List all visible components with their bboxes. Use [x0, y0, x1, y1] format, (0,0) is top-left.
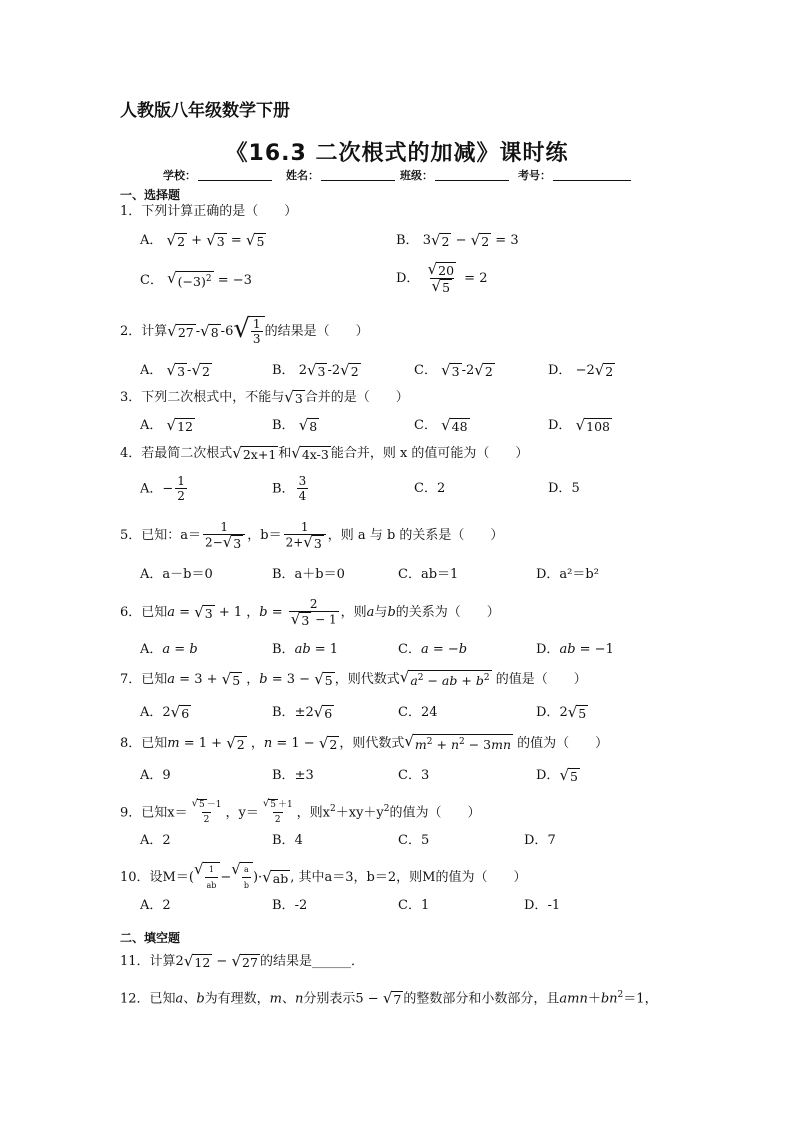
q3-option-a[interactable]: A． √ 12 — [140, 415, 193, 434]
info-field-class — [400, 167, 509, 183]
q6-option-c[interactable]: C．a = −b — [398, 642, 468, 657]
option-letter: B． — [396, 233, 419, 248]
q2-option-b[interactable]: B． 2 √ 3 -2 √ 2 — [272, 360, 359, 379]
q1-option-c[interactable]: C． √ $(-3)^2$ = −3 — [140, 269, 252, 290]
q5-option-c[interactable]: C．ab＝1 — [398, 567, 459, 582]
q7-option-a[interactable]: A．2 √ 6 — [140, 702, 190, 721]
q2-option-c[interactable]: C． √ 3 -2 √ 2 — [414, 360, 493, 379]
q5-option-a[interactable]: A．a－b＝0 — [140, 567, 213, 582]
info-field-school — [163, 167, 272, 183]
q2-option-a[interactable]: A． √ 3 - √ 2 — [140, 360, 210, 379]
q4-option-c[interactable]: C．2 — [414, 481, 446, 496]
q8-option-d[interactable]: D． √ 5 — [536, 765, 578, 784]
question-8-stem: 8．已知m = 1 + √ 2 ，n = 1 − √ 2 ，则代数式 √ $m^2 + n^2 - 3mn$ 的值为（ ） — [120, 732, 609, 753]
q9-option-d[interactable]: D．7 — [524, 833, 556, 848]
q6-option-b[interactable]: B．ab = 1 — [272, 642, 339, 657]
q7-option-c[interactable]: C．24 — [398, 705, 438, 720]
page-title: 《16.3 二次根式的加减》课时练 — [225, 141, 569, 166]
school-blank[interactable] — [198, 179, 272, 181]
question-11-stem: 11．计算2 √ 12 − √ 27 的结果是______． — [120, 951, 364, 970]
q9-option-a[interactable]: A．2 — [140, 833, 171, 848]
exam-no-blank[interactable] — [553, 179, 631, 181]
q5-option-b[interactable]: B．a＋b＝0 — [272, 567, 345, 582]
q10-option-a[interactable]: A．2 — [140, 898, 171, 913]
question-1-stem: 1．下列计算正确的是（ ） — [120, 204, 298, 219]
q6-option-d[interactable]: D．ab = −1 — [536, 642, 614, 657]
question-9-stem: 9．已知x＝ √ 5 －1 2 ，y＝ √ 5 ＋1 2 ，则$x^2+xy+y^2$的值为（ ） — [120, 798, 481, 828]
q10-option-d[interactable]: D．-1 — [524, 898, 561, 913]
info-label: 班级： — [400, 169, 433, 182]
q3-option-b[interactable]: B． √ 8 — [272, 415, 318, 434]
info-label: 姓名： — [286, 169, 319, 182]
question-3-stem: 3．下列二次根式中，不能与 √ 3 合并的是（ ） — [120, 387, 409, 406]
question-2-stem: 2．计算 √ 27 - √ 8 -6 √ $\frac{1}{3}$ 的结果是（ ） — [120, 314, 369, 346]
info-field-exam-no — [518, 167, 631, 183]
section-heading-fill: 二、填空题 — [120, 931, 181, 945]
q10-option-c[interactable]: C．1 — [398, 898, 430, 913]
question-4-stem: 4．若最简二次根式 √ 2x+1 和 √ 4x-3 能合并，则 x 的值可能为（ ） — [120, 443, 529, 462]
question-6-stem: 6．已知a = √ 3 + 1 ，b = 2 √ 3 − 1 ，则a与b的关系为（ ） — [120, 597, 500, 628]
series-title: 人教版八年级数学下册 — [120, 101, 290, 121]
q1-option-a[interactable]: A． √ 2 + √ 3 = √ 5 — [140, 230, 265, 249]
section-heading-choice: 一、选择题 — [120, 188, 181, 202]
q9-option-c[interactable]: C．5 — [398, 833, 430, 848]
question-10-stem: 10．设M＝( √ $\frac{1}{ab}$ − √ $\frac{a}{b}$ )· √ ab , 其中a＝3，b＝2，则M的值为（ ） — [120, 862, 526, 893]
q4-option-a[interactable]: A．− $\frac{1}{2}$ — [140, 474, 185, 503]
q7-option-b[interactable]: B．±2 √ 6 — [272, 702, 333, 721]
q3-option-c[interactable]: C． √ 48 — [414, 415, 468, 434]
class-blank[interactable] — [435, 179, 509, 181]
q2-option-d[interactable]: D． −2 √ 2 — [548, 360, 614, 379]
q8-option-c[interactable]: C．3 — [398, 768, 430, 783]
question-12-stem: 12．已知a、b为有理数，m、n分别表示5 − √ 7 的整数部分和小数部分，且$amn+bn^2=1$， — [120, 988, 658, 1007]
q6-option-a[interactable]: A．a = b — [140, 642, 198, 657]
option-letter: C． — [140, 273, 163, 288]
q1-option-b[interactable]: B． 3 √ 2 − √ 2 = 3 — [396, 230, 519, 249]
info-label: 学校： — [163, 169, 196, 182]
q7-option-d[interactable]: D．2 √ 5 — [536, 702, 587, 721]
option-letter: D． — [396, 271, 420, 286]
question-5-stem: 5．已知：a＝ 1 2− √ 3 ，b＝ 1 2+ √ 3 ，则 a 与 b 的关系是（ ） — [120, 520, 504, 551]
q8-option-a[interactable]: A．9 — [140, 768, 171, 783]
q1-option-d[interactable]: D． √ 20 √ 5 = 2 — [396, 260, 488, 295]
q3-option-d[interactable]: D． √ 108 — [548, 415, 610, 434]
q4-option-d[interactable]: D．5 — [548, 481, 580, 496]
question-7-stem: 7．已知a = 3 + √ 5 ，b = 3 − √ 5 ，则代数式 √ $a^2$ − ab + $b^2$ 的值是（ ） — [120, 668, 587, 689]
info-field-name — [286, 167, 395, 183]
q8-option-b[interactable]: B．±3 — [272, 768, 314, 783]
q4-option-b[interactable]: B． $\frac{3}{4}$ — [272, 474, 307, 503]
option-letter: A． — [140, 233, 163, 248]
name-blank[interactable] — [321, 179, 395, 181]
q9-option-b[interactable]: B．4 — [272, 833, 303, 848]
q5-option-d[interactable]: D．a²＝b² — [536, 567, 599, 582]
q10-option-b[interactable]: B．-2 — [272, 898, 308, 913]
info-label: 考号： — [518, 169, 551, 182]
